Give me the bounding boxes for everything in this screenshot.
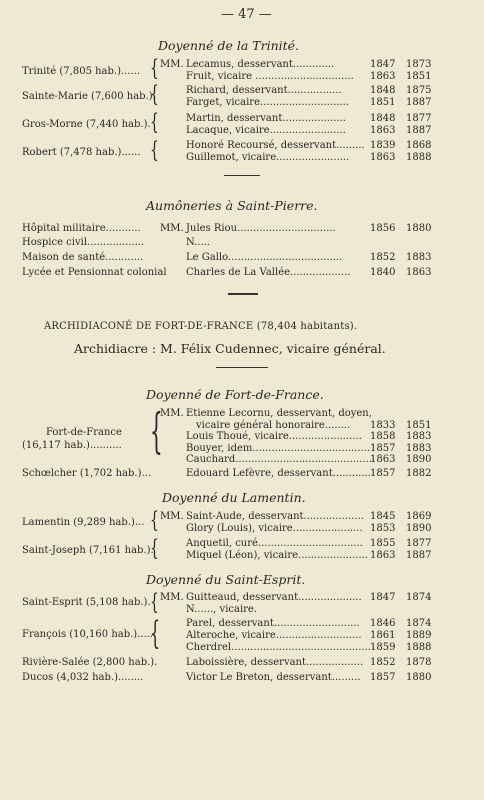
divider: [224, 175, 260, 176]
clergy-name: Louis Thoué, vicaire.......................: [186, 431, 362, 442]
mm-label: MM.: [160, 511, 184, 522]
year-ordained: 1833: [370, 420, 396, 431]
year-appointed: 1873: [406, 59, 432, 70]
year-appointed: 1874: [406, 618, 432, 629]
clergy-name: Martin, desservant....................: [186, 113, 346, 124]
parish-label: Ducos (4,032 hab.)........: [22, 672, 144, 683]
parish-label: Trinité (7,805 hab.)......: [22, 66, 141, 77]
year-ordained: 1856: [370, 223, 396, 234]
year-ordained: 1863: [370, 71, 396, 82]
clergy-name: Farget, vicaire............................: [186, 97, 350, 108]
year-ordained: 1853: [370, 523, 396, 534]
year-appointed: 1851: [406, 420, 432, 431]
clergy-name: Bouyer, idem.....................................: [186, 443, 371, 454]
year-appointed: 1880: [406, 223, 432, 234]
year-appointed: 1882: [406, 468, 432, 479]
chaplain-name: Charles de La Vallée...................: [186, 267, 351, 278]
parish-label: (16,117 hab.)..........: [22, 440, 122, 451]
clergy-name: Fruit, vicaire ...............................: [186, 71, 354, 82]
brace: {: [150, 110, 159, 136]
parish-label: Schœlcher (1,702 hab.)...: [22, 468, 152, 479]
clergy-name: Cauchard............................................: [186, 454, 376, 465]
mm-label: MM.: [160, 59, 184, 70]
year-ordained: 1855: [370, 538, 396, 549]
year-ordained: 1857: [370, 468, 396, 479]
clergy-name: Laboissière, desservant..................: [186, 657, 364, 668]
mm-label: MM.: [160, 592, 184, 603]
year-appointed: 1888: [406, 152, 432, 163]
year-ordained: 1847: [370, 59, 396, 70]
mm-label: MM.: [160, 223, 184, 234]
chaplain-name: Le Gallo....................................: [186, 252, 343, 263]
year-ordained: 1863: [370, 125, 396, 136]
year-ordained: 1845: [370, 511, 396, 522]
institution-label: Maison de santé............: [22, 252, 144, 263]
year-ordained: 1857: [370, 672, 396, 683]
brace: {: [150, 590, 159, 616]
clergy-name: vicaire général honoraire........: [196, 420, 351, 431]
parish-label: Fort-de-France: [46, 427, 122, 438]
year-ordained: 1851: [370, 97, 396, 108]
clergy-name: Honoré Recoursé, desservant.........: [186, 140, 365, 151]
year-appointed: 1883: [406, 252, 432, 263]
brace: {: [150, 614, 161, 652]
year-ordained: 1863: [370, 454, 396, 465]
clergy-name: Miquel (Léon), vicaire......................: [186, 550, 368, 561]
year-appointed: 1851: [406, 71, 432, 82]
parish-label: Sainte-Marie (7,600 hab.).: [22, 91, 156, 102]
archdeacon-line: Archidiacre : M. Félix Cudennec, vicaire général.: [74, 341, 386, 356]
year-appointed: 1868: [406, 140, 432, 151]
clergy-name: Alteroche, vicaire...........................: [186, 630, 362, 641]
year-ordained: 1852: [370, 657, 396, 668]
parish-label: François (10,160 hab.)......: [22, 629, 157, 640]
divider: [216, 367, 268, 368]
year-appointed: 1887: [406, 125, 432, 136]
clergy-name: Cherdrel............................................: [186, 642, 371, 653]
brace: {: [150, 138, 159, 164]
clergy-name: Etienne Lecornu, desservant, doyen,: [186, 408, 372, 419]
mm-label: MM.: [160, 408, 184, 419]
brace: {: [150, 401, 163, 459]
clergy-name: Lacaque, vicaire........................: [186, 125, 346, 136]
year-appointed: 1887: [406, 97, 432, 108]
year-appointed: 1888: [406, 642, 432, 653]
section-title-fort-de-france: Doyenné de Fort-de-France.: [146, 387, 324, 402]
parish-label: Gros-Morne (7,440 hab.).: [22, 119, 151, 130]
clergy-name: Guillemot, vicaire.......................: [186, 152, 350, 163]
institution-label: Hôpital militaire...........: [22, 223, 141, 234]
year-appointed: 1869: [406, 511, 432, 522]
year-appointed: 1883: [406, 443, 432, 454]
chaplain-name: N.....: [186, 237, 211, 248]
year-appointed: 1877: [406, 538, 432, 549]
section-title-saint-esprit: Doyenné du Saint-Esprit.: [146, 572, 306, 587]
clergy-name: Lecamus, desservant.............: [186, 59, 335, 70]
year-ordained: 1858: [370, 431, 396, 442]
year-appointed: 1883: [406, 431, 432, 442]
year-appointed: 1875: [406, 85, 432, 96]
brace: {: [150, 82, 159, 108]
parish-label: Lamentin (9,289 hab.)...: [22, 517, 145, 528]
parish-label: Robert (7,478 hab.)......: [22, 147, 141, 158]
institution-label: Lycée et Pensionnat colonial: [22, 267, 167, 278]
year-ordained: 1840: [370, 267, 396, 278]
year-ordained: 1861: [370, 630, 396, 641]
year-ordained: 1859: [370, 642, 396, 653]
clergy-name: Edouard Lefèvre, desservant............: [186, 468, 371, 479]
section-title-trinite: Doyenné de la Trinité.: [158, 38, 300, 53]
year-appointed: 1880: [406, 672, 432, 683]
year-appointed: 1890: [406, 454, 432, 465]
clergy-name: Anquetil, curé.................................: [186, 538, 363, 549]
clergy-name: Guitteaud, desservant....................: [186, 592, 362, 603]
year-appointed: 1863: [406, 267, 432, 278]
year-appointed: 1878: [406, 657, 432, 668]
clergy-name: Glory (Louis), vicaire......................: [186, 523, 363, 534]
year-ordained: 1848: [370, 85, 396, 96]
section-title-lamentin: Doyenné du Lamentin.: [162, 490, 306, 505]
clergy-name: N......, vicaire.: [186, 604, 258, 615]
year-ordained: 1846: [370, 618, 396, 629]
parish-label: Saint-Joseph (7,161 hab.).: [22, 545, 154, 556]
year-appointed: 1890: [406, 523, 432, 534]
brace: {: [150, 56, 159, 82]
year-appointed: 1889: [406, 630, 432, 641]
brace: {: [150, 536, 159, 562]
parish-label: Rivière-Salée (2,800 hab.).: [22, 657, 158, 668]
archdeaconry-heading: ARCHIDIACONÉ DE FORT-DE-FRANCE (78,404 habitants).: [44, 321, 358, 332]
section-title-aumoneries: Aumôneries à Saint-Pierre.: [146, 198, 318, 213]
brace: {: [150, 508, 159, 534]
clergy-name: Victor Le Breton, desservant.........: [186, 672, 361, 683]
divider: [228, 293, 258, 295]
year-ordained: 1863: [370, 550, 396, 561]
year-appointed: 1887: [406, 550, 432, 561]
clergy-name: Richard, desservant.................: [186, 85, 342, 96]
year-ordained: 1848: [370, 113, 396, 124]
clergy-name: Saint-Aude, desservant...................: [186, 511, 364, 522]
year-ordained: 1839: [370, 140, 396, 151]
chaplain-name: Jules Riou...............................: [186, 223, 336, 234]
year-ordained: 1857: [370, 443, 396, 454]
year-appointed: 1874: [406, 592, 432, 603]
parish-label: Saint-Esprit (5,108 hab.).: [22, 597, 151, 608]
institution-label: Hospice civil..................: [22, 237, 145, 248]
year-ordained: 1863: [370, 152, 396, 163]
year-ordained: 1847: [370, 592, 396, 603]
page-number: — 47 —: [221, 7, 272, 22]
year-ordained: 1852: [370, 252, 396, 263]
clergy-name: Parel, desservant...........................: [186, 618, 360, 629]
year-appointed: 1877: [406, 113, 432, 124]
